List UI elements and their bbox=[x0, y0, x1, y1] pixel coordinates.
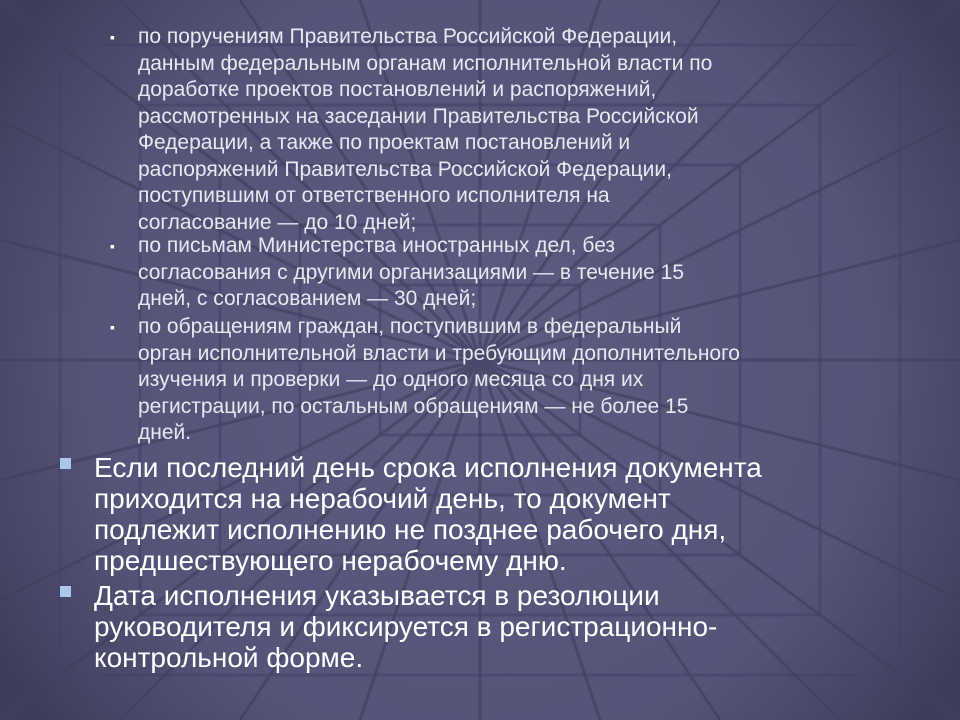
text-line: руководителя и фиксируется в регистрационно- bbox=[94, 611, 718, 642]
text-line: поступившим от ответственного исполнителя на bbox=[138, 184, 610, 207]
main-item-text bbox=[94, 452, 920, 576]
square-bullet-icon: ▪ bbox=[110, 29, 115, 45]
text-line: по обращениям граждан, поступившим в федеральный bbox=[138, 315, 682, 338]
text-line: согласования с другими организациями — в течение 15 bbox=[138, 260, 685, 284]
sub-list-item bbox=[110, 24, 910, 236]
sub-list-item bbox=[110, 314, 910, 447]
text-line: предшествующего нерабочему дню. bbox=[94, 545, 567, 576]
text-line: приходится на нерабочий день, то документ bbox=[94, 483, 671, 514]
text-line: рассмотренных на заседании Правительства Российской bbox=[138, 104, 699, 128]
main-list-item bbox=[60, 452, 920, 576]
square-bullet-icon bbox=[60, 458, 71, 469]
text-line: данным федеральным органам исполнительной власти по bbox=[138, 51, 713, 75]
text-line: подлежит исполнению не позднее рабочего дня, bbox=[94, 514, 727, 545]
text-line: изучения и проверки — до одного месяца со дня их bbox=[138, 368, 644, 391]
text-line: контрольной форме. bbox=[94, 642, 364, 673]
sub-list-item bbox=[110, 233, 910, 313]
sub-item-text bbox=[138, 24, 910, 236]
main-item-text bbox=[94, 580, 920, 673]
text-line: дней, с согласованием — 30 дней; bbox=[138, 287, 477, 310]
text-line: регистрации, по остальным обращениям — не более 15 bbox=[138, 394, 689, 418]
text-line: дней. bbox=[138, 421, 192, 444]
text-line: согласование — до 10 дней; bbox=[138, 210, 417, 234]
text-line: Если последний день срока исполнения документа bbox=[94, 452, 762, 483]
square-bullet-icon: ▪ bbox=[110, 319, 115, 335]
text-line: по поручениям Правительства Российской Федерации, bbox=[138, 25, 678, 48]
text-line: Федерации, а также по проектам постановлений и bbox=[138, 131, 631, 154]
text-line: доработке проектов постановлений и распоряжений, bbox=[138, 78, 657, 101]
square-bullet-icon: ▪ bbox=[110, 238, 115, 254]
text-line: орган исполнительной власти и требующим дополнительного bbox=[138, 341, 740, 365]
text-line: по письмам Министерства иностранных дел, без bbox=[138, 234, 616, 257]
text-line: Дата исполнения указывается в резолюции bbox=[94, 580, 660, 611]
square-bullet-icon bbox=[60, 586, 71, 597]
sub-item-text bbox=[138, 314, 910, 447]
text-line: распоряжений Правительства Российской Федерации, bbox=[138, 157, 672, 181]
sub-item-text bbox=[138, 233, 910, 313]
main-list-item bbox=[60, 580, 920, 673]
